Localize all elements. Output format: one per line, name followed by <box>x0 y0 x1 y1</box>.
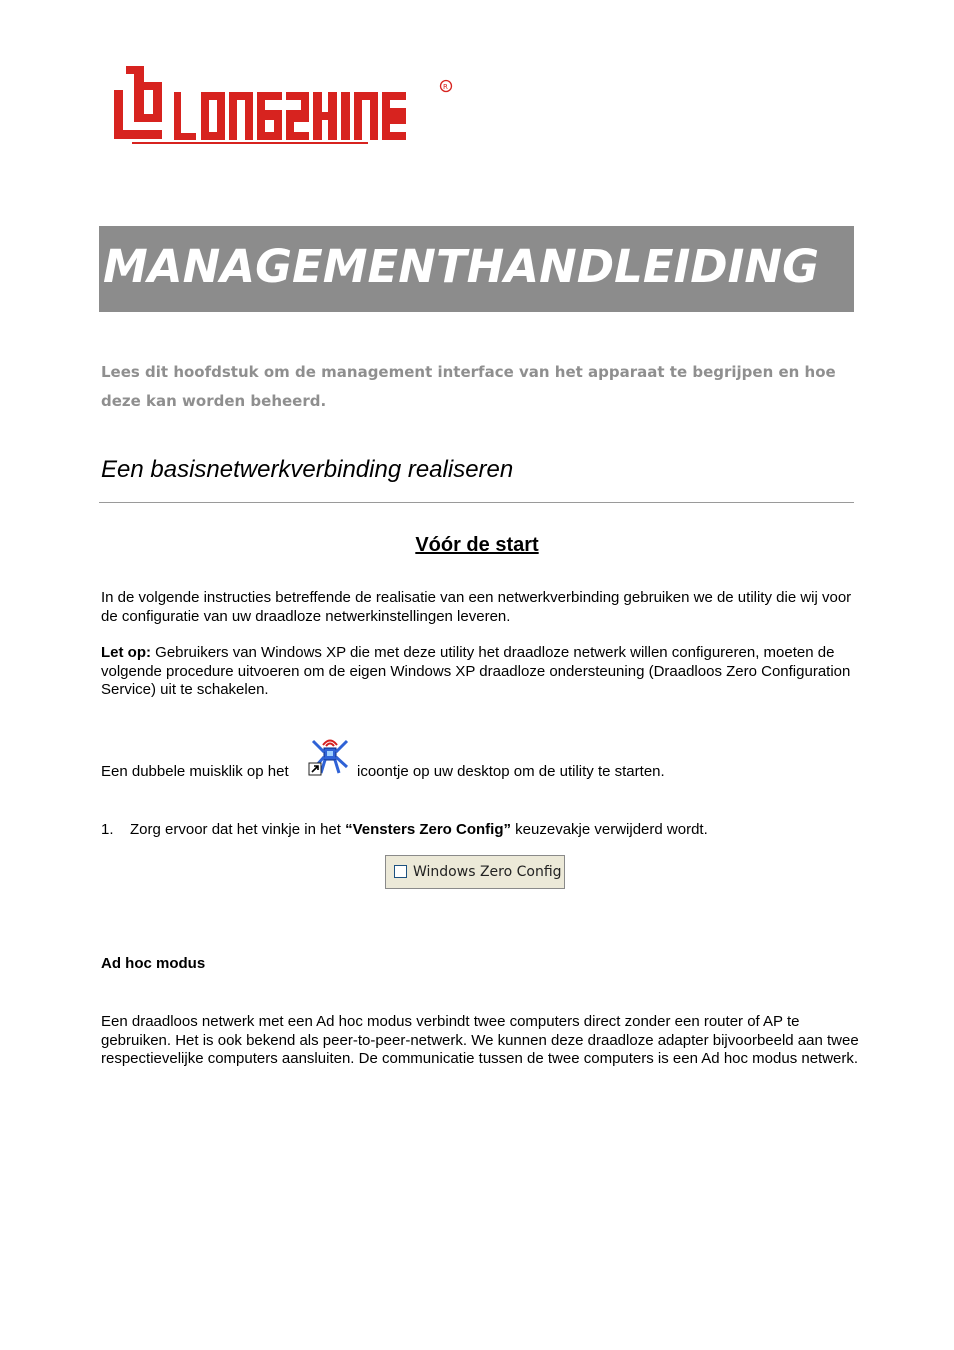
paragraph-intro-utility: In de volgende instructies betreffende de realisatie van een netwerkverbinding gebruiken we de utility die wij voor de configuratie van uw draadloze netwerkinstellingen leveren. <box>101 589 852 625</box>
intro-text: Lees dit hoofdstuk om de management interface van het apparaat te begrijpen en hoe deze kan worden beheerd. <box>101 363 836 410</box>
title-banner <box>99 226 854 312</box>
checkbox-label: Windows Zero Config <box>413 864 562 880</box>
adhoc-heading: Ad hoc modus <box>101 955 206 972</box>
paragraph-doubleclick-before: Een dubbele muisklik op het <box>101 763 289 780</box>
sub-heading-text: Vóór de start <box>415 534 539 556</box>
checkbox-square[interactable] <box>394 865 407 878</box>
longshine-logo <box>112 64 457 146</box>
windows-zero-config-checkbox[interactable] <box>385 855 565 889</box>
utility-icon <box>307 733 353 779</box>
sub-heading <box>0 534 954 557</box>
step-text-bold: “Vensters Zero Config” <box>345 821 511 838</box>
note-text: Gebruikers van Windows XP die met deze utility het draadloze netwerk willen configureren, moeten de volgende procedure uitvoeren om de eigen Windows XP draadloze ondersteuning (Draadloos Zero Configuration Service) uit te schakelen. <box>101 644 851 698</box>
paragraph-doubleclick-after: icoontje op uw desktop om de utility te starten. <box>357 763 665 780</box>
step-text-after: keuzevakje verwijderd wordt. <box>511 821 708 838</box>
section-heading: Een basisnetwerkverbinding realiseren <box>101 456 514 483</box>
paragraph-note <box>101 644 861 700</box>
step-number: 1. <box>101 821 114 838</box>
document-title: MANAGEMENTHANDLEIDING <box>103 240 820 293</box>
svg-text:R: R <box>443 83 448 91</box>
step-text-before: Zorg ervoor dat het vinkje in het <box>130 821 346 838</box>
note-label: Let op: <box>101 644 151 661</box>
section-divider <box>99 502 854 503</box>
step-text <box>130 821 708 838</box>
paragraph-adhoc: Een draadloos netwerk met een Ad hoc modus verbindt twee computers direct zonder een router of AP te gebruiken. Het is ook bekend als peer-to-peer-netwerk. We kunnen deze draadloze adapter bijvoorbeeld aan twee respectievelijke computers aansluiten. De communicatie tussen de twee computers is een Ad hoc modus netwerk. <box>101 1013 859 1067</box>
